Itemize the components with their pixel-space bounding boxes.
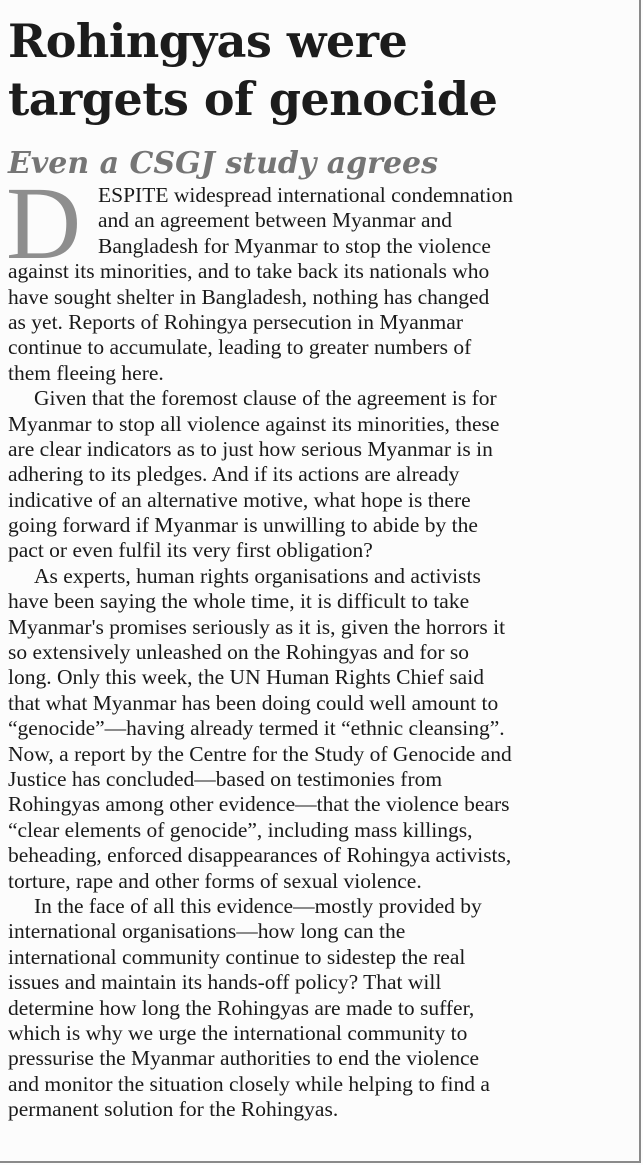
body-line: As experts, human rights organisations and activists	[34, 563, 481, 588]
body-line: “clear elements of genocide”, including mass killings,	[8, 817, 473, 842]
body-line: Myanmar's promises seriously as it is, given the horrors it	[8, 614, 506, 639]
body-line: Bangladesh for Myanmar to stop the violence	[98, 233, 491, 258]
body-line: Given that the foremost clause of the agreement is for	[34, 386, 497, 411]
body-line: Rohingyas among other evidence—that the violence bears	[8, 792, 510, 817]
body-line: against its minorities, and to take back its nationals who	[8, 259, 490, 284]
body-line: international community continue to sidestep the real	[8, 944, 466, 969]
body-line: that what Myanmar has been doing could well amount to	[8, 690, 499, 715]
body-line: adhering to its pledges. And if its actions are already	[8, 462, 460, 487]
body-line: long. Only this week, the UN Human Rights Chief said	[8, 665, 484, 690]
body-line: have sought shelter in Bangladesh, nothing has changed	[8, 284, 490, 309]
body-line: have been saying the whole time, it is difficult to take	[8, 589, 470, 614]
subheadline: Even a CSGJ study agrees	[8, 146, 439, 181]
body-line: determine how long the Rohingyas are made to suffer,	[8, 995, 475, 1020]
body-line: as yet. Reports of Rohingya persecution in Myanmar	[8, 309, 463, 334]
body-line: continue to accumulate, leading to greater numbers of	[8, 335, 472, 360]
body-line: and monitor the situation closely while helping to find a	[8, 1071, 490, 1096]
body-line: and an agreement between Myanmar and	[98, 208, 452, 233]
headline-line: targets of genocide	[8, 72, 498, 126]
body-line: ESPITE widespread international condemnation	[98, 183, 513, 207]
body-line: indicative of an alternative motive, what hope is there	[8, 487, 471, 512]
body-line: issues and maintain its hands-off policy? That will	[8, 970, 442, 995]
body-line: In the face of all this evidence—mostly provided by	[34, 893, 482, 918]
headline	[8, 12, 633, 128]
body-line: so extensively unleashed on the Rohingyas and for so	[8, 640, 469, 665]
article-body	[6, 166, 633, 1122]
body-line: are clear indicators as to just how serious Myanmar is in	[8, 436, 493, 461]
body-line: going forward if Myanmar is unwilling to abide by the	[8, 513, 478, 538]
body-line: permanent solution for the Rohingyas.	[8, 1097, 339, 1122]
body-line: international organisations—how long can the	[8, 919, 406, 944]
drop-cap: D	[6, 166, 82, 281]
body-line: Justice has concluded—based on testimonies from	[8, 766, 443, 791]
body-line: pact or even fulfil its very first obligation?	[8, 538, 373, 563]
body-line: beheading, enforced disappearances of Rohingya activists,	[8, 843, 512, 868]
body-line: Myanmar to stop all violence against its minorities, these	[8, 411, 500, 436]
headline-line: Rohingyas were	[8, 14, 408, 68]
body-line: which is why we urge the international community to	[8, 1020, 468, 1045]
body-line: Now, a report by the Centre for the Study of Genocide and	[8, 741, 512, 766]
body-line: torture, rape and other forms of sexual violence.	[8, 868, 422, 893]
body-line: pressurise the Myanmar authorities to end the violence	[8, 1046, 480, 1071]
body-line: them fleeing here.	[8, 360, 164, 385]
body-line: “genocide”—having already termed it “ethnic cleansing”.	[8, 716, 505, 741]
